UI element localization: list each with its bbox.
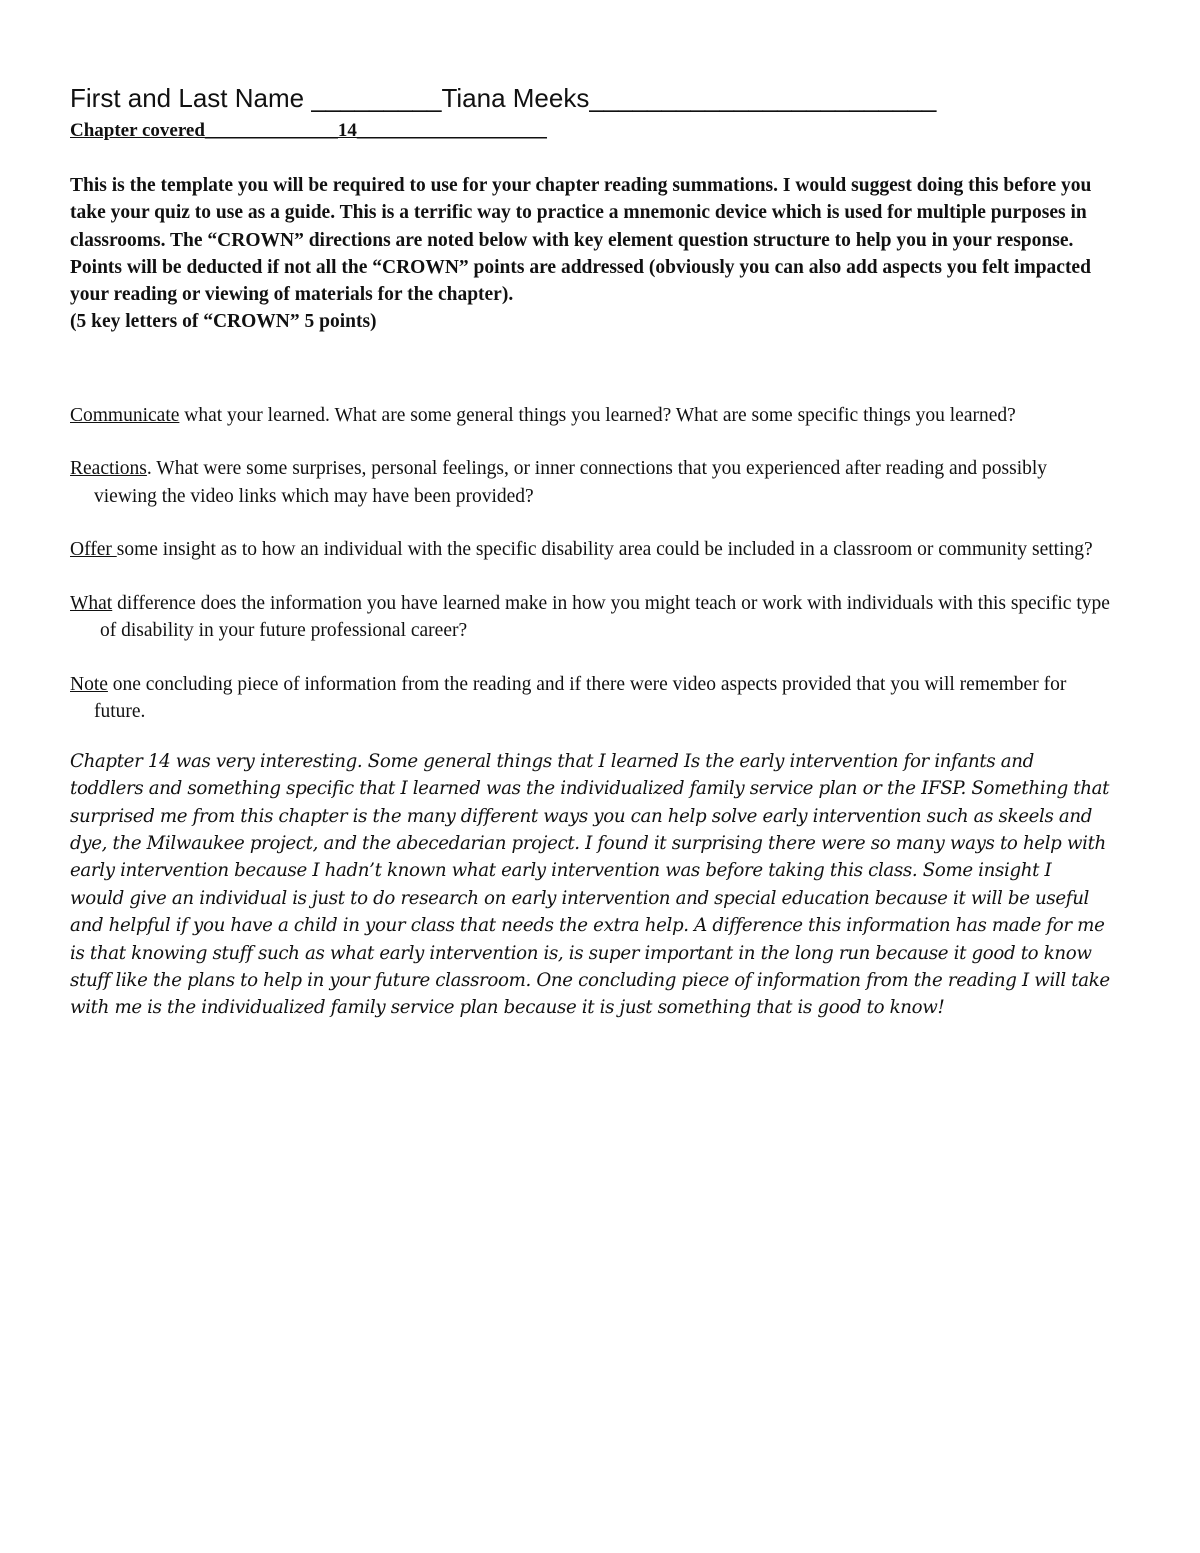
student-response: Chapter 14 was very interesting. Some general things that I learned Is the early intervention for infants and toddlers and something specific that I learned was the individualized family service plan or the IFSP. Something that surprised me from this chapter is the many different ways you can help solve early intervention such as skeels and dye, the Milwaukee project, and the abecedarian project. I found it surprising there were so many ways to help with early intervention because I hadn’t known what early intervention was before taking this class. Some insight I would give an individual is just to do research on early intervention and special education because it will be useful and helpful if you have a child in your class that needs the extra help. A difference this information has made for me is that knowing stuff such as what early intervention is, is super important in the long run because it good to know stuff like the plans to help in your future classroom. One concluding piece of information from the reading I will take with me is the individualized family service plan because it is just something that is good to know! <box>70 750 1110 1019</box>
crown-item-reactions <box>70 455 1110 510</box>
crown-keyword: Offer <box>70 539 117 561</box>
crown-prompt-text: difference does the information you have learned make in how you might teach or work with individuals with this specific type of disability in your future professional career? <box>100 592 1110 642</box>
crown-keyword: Reactions <box>70 458 147 480</box>
chapter-line <box>70 118 1110 144</box>
crown-keyword: Note <box>70 673 108 695</box>
student-name: Tiana Meeks <box>441 83 590 113</box>
crown-prompt-text: what your learned. What are some general things you learned? What are some specific things you learned? <box>179 404 1016 426</box>
crown-keyword: Communicate <box>70 404 180 426</box>
chapter-number: 14 <box>337 120 357 141</box>
chapter-label: Chapter covered <box>70 120 205 141</box>
crown-item-note <box>70 671 1110 726</box>
crown-prompts <box>70 402 1110 726</box>
crown-item-what <box>70 590 1110 645</box>
instructions-paragraph: This is the template you will be required to use for your chapter reading summations. I would suggest doing this before you take your quiz to use as a guide. This is a terrific way to practice a mnemonic device which is used for multiple purposes in classrooms. The “CROWN” directions are noted below with key element question structure to help you in your response. Points will be deducted if not all the “CROWN” points are addressed (obviously you can also add aspects you felt impacted your reading or viewing of materials for the chapter). <box>70 175 1092 306</box>
name-line <box>70 80 1110 116</box>
instructions <box>70 172 1110 336</box>
points-line: (5 key letters of “CROWN” 5 points) <box>70 311 377 333</box>
name-blank-after: ________________________ <box>589 83 937 113</box>
crown-prompt-text: one concluding piece of information from the reading and if there were video aspects provided that you will remember for future. <box>94 673 1067 723</box>
crown-item-offer <box>70 536 1110 564</box>
document-page <box>70 80 1110 1040</box>
crown-item-communicate <box>70 402 1110 430</box>
name-label: First and Last Name <box>70 83 312 113</box>
crown-keyword: What <box>70 592 113 614</box>
crown-prompt-text: . What were some surprises, personal feelings, or inner connections that you experienced after reading and possibly viewing the video links which may have been provided? <box>94 458 1048 507</box>
crown-prompt-text: some insight as to how an individual with the specific disability area could be included in a classroom or community setting? <box>116 539 1093 561</box>
name-blank-before: _________ <box>311 83 442 113</box>
chapter-blank-after: ____________________ <box>356 120 547 141</box>
chapter-blank-before: ______________ <box>204 120 338 141</box>
